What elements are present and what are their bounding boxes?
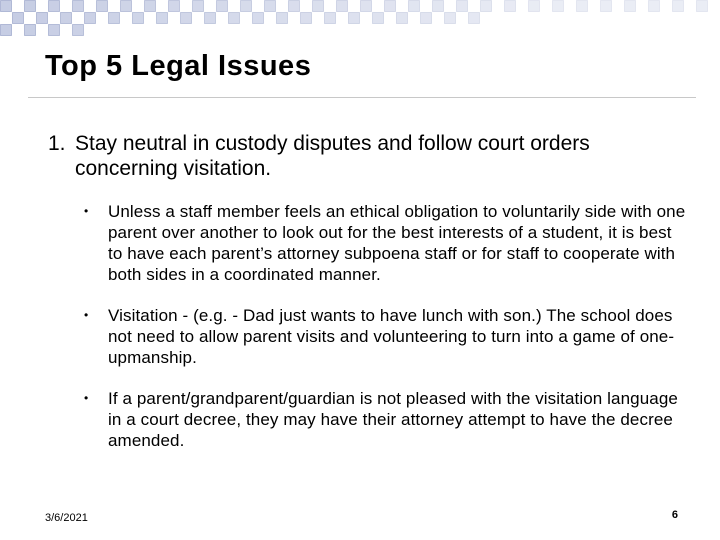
bullet-text: Visitation - (e.g. - Dad just wants to have lunch with son.) The school does not need to allow parent visits and volunteering to turn into a game of one-upmanship.	[108, 306, 675, 367]
checker-square	[73, 25, 84, 36]
checker-square	[229, 13, 240, 24]
checker-square	[553, 1, 564, 12]
checker-square	[109, 13, 120, 24]
footer-date: 3/6/2021	[45, 512, 88, 524]
checker-square	[145, 1, 156, 12]
checker-square	[313, 1, 324, 12]
checker-square	[409, 1, 420, 12]
bullet-icon: •	[84, 204, 89, 218]
checker-square	[37, 13, 48, 24]
checker-square	[265, 1, 276, 12]
checker-square	[457, 1, 468, 12]
checker-square	[133, 13, 144, 24]
checker-square	[241, 1, 252, 12]
title-divider	[28, 97, 696, 98]
checker-square	[1, 1, 12, 12]
checker-square	[601, 1, 612, 12]
checker-square	[193, 1, 204, 12]
bullet-item	[84, 388, 688, 451]
checker-square	[205, 13, 216, 24]
checker-square	[169, 1, 180, 12]
checker-square	[433, 1, 444, 12]
checker-square	[469, 13, 480, 24]
checker-square	[121, 1, 132, 12]
checker-square	[577, 1, 588, 12]
checker-square	[373, 13, 384, 24]
bullet-item	[84, 305, 688, 368]
bullet-text: If a parent/grandparent/guardian is not pleased with the visitation language in a court decree, they may have their attorney attempt to have the decree amended.	[108, 389, 678, 450]
page-number: 6	[671, 509, 678, 521]
checker-square	[49, 25, 60, 36]
checker-square	[625, 1, 636, 12]
bullet-icon: •	[84, 308, 89, 322]
checker-square	[397, 13, 408, 24]
checker-square	[1, 25, 12, 36]
checker-square	[25, 25, 36, 36]
checker-square	[445, 13, 456, 24]
checker-square	[49, 1, 60, 12]
checker-square	[277, 13, 288, 24]
checker-square	[337, 1, 348, 12]
checker-square	[481, 1, 492, 12]
checker-square	[421, 13, 432, 24]
checker-square	[97, 1, 108, 12]
bullet-list	[84, 201, 688, 451]
checker-square	[85, 13, 96, 24]
main-point	[48, 131, 688, 181]
decorative-checker-pattern	[0, 0, 720, 36]
checker-square	[301, 13, 312, 24]
slide-title: Top 5 Legal Issues	[45, 50, 312, 82]
checker-square	[673, 1, 684, 12]
checker-square	[325, 13, 336, 24]
checker-square	[289, 1, 300, 12]
checker-square	[253, 13, 264, 24]
main-point-text: Stay neutral in custody disputes and follow court orders concerning visitation.	[75, 132, 590, 180]
checker-square	[13, 13, 24, 24]
main-point-number: 1.	[48, 132, 66, 155]
checker-square	[349, 13, 360, 24]
checker-square	[697, 1, 708, 12]
checker-square	[361, 1, 372, 12]
checker-square	[505, 1, 516, 12]
checker-square	[217, 1, 228, 12]
checker-square	[25, 1, 36, 12]
checker-square	[73, 1, 84, 12]
checker-square	[649, 1, 660, 12]
checker-square	[181, 13, 192, 24]
checker-square	[529, 1, 540, 12]
bullet-item	[84, 201, 688, 285]
bullet-text: Unless a staff member feels an ethical obligation to voluntarily side with one parent over another to look out for the best interests of a student, it is best to have each parent’s attorney subpoena staff or for staff to cooperate with both sides in a coordinated manner.	[108, 202, 686, 284]
checker-square	[385, 1, 396, 12]
checker-square	[61, 13, 72, 24]
checker-square	[157, 13, 168, 24]
bullet-icon: •	[84, 391, 89, 405]
